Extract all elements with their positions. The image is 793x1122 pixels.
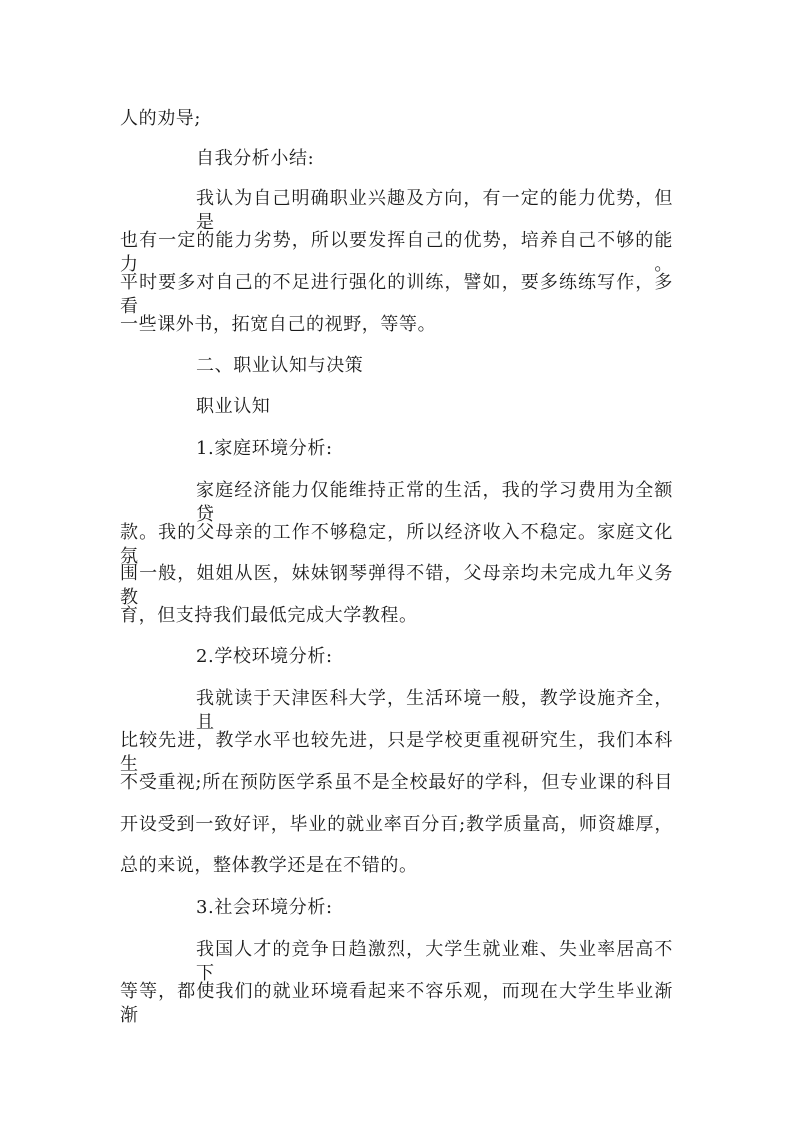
- section-heading: 1.家庭环境分析:: [196, 438, 333, 459]
- paragraph-line: 总的来说，整体教学还是在不错的。: [120, 855, 418, 876]
- paragraph-line: 开设受到一致好评，毕业的就业率百分百;教学质量高，师资雄厚，: [120, 814, 673, 835]
- section-heading: 自我分析小结:: [196, 148, 315, 169]
- paragraph-line: 家庭经济能力仅能维持正常的生活，我的学习费用为全额贷: [196, 480, 673, 525]
- paragraph-line: 我认为自己明确职业兴趣及方向，有一定的能力优势，但是: [196, 188, 673, 233]
- paragraph-line: 比较先进，教学水平也较先进，只是学校更重视研究生，我们本科生: [120, 730, 673, 775]
- section-heading: 二、职业认知与决策: [196, 355, 364, 376]
- section-heading: 职业认知: [196, 396, 271, 417]
- paragraph-line: 我就读于天津医科大学，生活环境一般，教学设施齐全，且: [196, 688, 673, 733]
- section-heading: 2.学校环境分析:: [196, 646, 333, 667]
- paragraph-line: 我国人才的竞争日趋激烈，大学生就业难、失业率居高不下: [196, 939, 673, 984]
- paragraph-line: 等等，都使我们的就业环境看起来不容乐观，而现在大学生毕业渐渐: [120, 981, 673, 1026]
- paragraph-line: 一些课外书，拓宽自己的视野，等等。: [120, 314, 437, 335]
- paragraph-line: 平时要多对自己的不足进行强化的训练，譬如，要多练练写作，多看: [120, 272, 673, 317]
- paragraph-line: 也有一定的能力劣势，所以要发挥自己的优势，培养自己不够的能力。: [120, 230, 673, 275]
- section-heading: 3.社会环境分析:: [196, 897, 333, 918]
- paragraph-line: 款。我的父母亲的工作不够稳定，所以经济收入不稳定。家庭文化氛: [120, 522, 673, 567]
- paragraph-line: 不受重视;所在预防医学系虽不是全校最好的学科，但专业课的科目: [120, 772, 673, 793]
- paragraph-line: 人的劝导;: [120, 108, 202, 129]
- paragraph-line: 围一般，姐姐从医，妹妹钢琴弹得不错，父母亲均未完成九年义务教: [120, 563, 673, 608]
- paragraph-line: 育，但支持我们最低完成大学教程。: [120, 605, 418, 626]
